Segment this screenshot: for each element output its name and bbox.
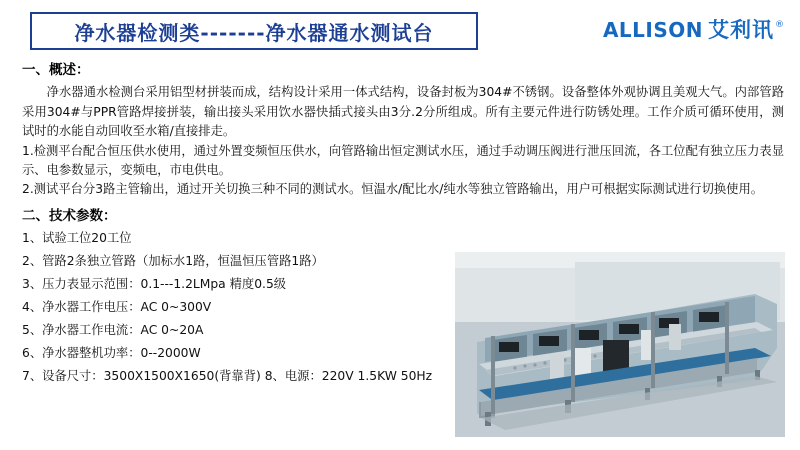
brand-logo (603, 14, 784, 44)
water-purifier-test-bench-photo (455, 252, 785, 437)
page-header (0, 0, 800, 56)
spec-item-4: 4、净水器工作电压：AC 0~300V (22, 299, 212, 314)
brand-name-en: ALLISON (602, 18, 703, 42)
page-title-box (30, 12, 478, 50)
page-title: 净水器检测类-------净水器通水测试台 (74, 20, 434, 45)
overview-list-item-1: 1.检测平台配合恒压供水使用，通过外置变频恒压供水，向管路输出恒定测试水压，通过手动调压阀进行泄压回流，各工位配有独立压力表显示、电参数显示，变频电，市电供电。 (22, 143, 784, 178)
spec-item-2: 2、管路2条独立管路（加标水1路，恒温恒压管路1路） (22, 254, 324, 269)
registered-trademark-icon: ® (775, 20, 784, 30)
spec-item-3: 3、压力表显示范围：0.1---1.2LMpa 精度0.5级 (22, 277, 287, 292)
specs-list (22, 229, 452, 386)
brand-name-cn: 艾利讯 (708, 18, 774, 42)
spec-item-7: 7、设备尺寸：3500X1500X1650(背靠背) 8、电源：220V 1.5KW 50Hz (22, 368, 433, 383)
overview-heading: 一、概述： (22, 62, 90, 78)
overview-list-item-2: 2.测试平台分3路主管输出，通过开关切换三种不同的测试水。恒温水/配比水/纯水等独立管路输出，用户可根据实际测试进行切换使用。 (22, 182, 764, 197)
spec-item-6: 6、净水器整机功率：0--2000W (22, 345, 201, 360)
overview-list (22, 142, 784, 200)
overview-paragraph: 净水器通水检测台采用铝型材拼装而成，结构设计采用一体式结构，设备封板为304#不锈钢。设备整体外观协调且美观大气。内部管路采用304#与PPR管路焊接拼装，输出接头采用饮水器快插式接头由3分.2分所组成。所有主要元件进行防锈处理。工作介质可循环使用，测试时的水能自动回收至水箱/直接排走。 (22, 85, 784, 139)
spec-item-5: 5、净水器工作电流：AC 0~20A (22, 322, 204, 337)
specs-heading: 二、技术参数： (22, 207, 117, 224)
spec-item-1: 1、试验工位20工位 (22, 231, 132, 246)
